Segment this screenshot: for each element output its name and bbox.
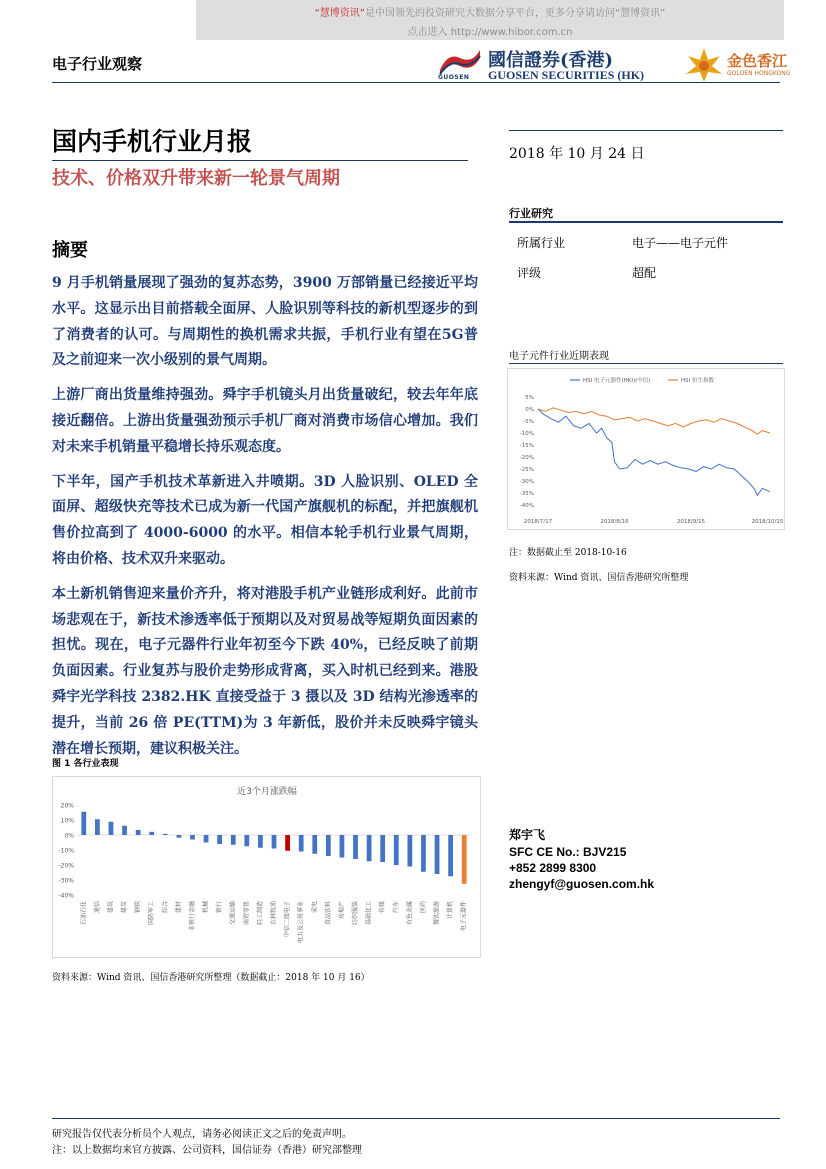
x-tick-label: 机械 [202,901,210,914]
industry-bar-chart [53,777,482,959]
bar [435,835,440,874]
report-date: 2018 年 10 月 24 日 [509,146,645,162]
bar [312,835,317,854]
bar [204,835,209,843]
y-tick-label: -40% [58,892,74,900]
y-tick-label: -35% [519,491,534,497]
footer-note: 注：以上数据均来官方披露、公司资料，国信证券（香港）研究部整理 [52,1145,362,1156]
bar [340,835,345,858]
top-banner[interactable] [196,0,784,40]
x-tick-label: 家电 [311,901,319,914]
x-tick-label: 2018/9/15 [676,519,706,525]
section-tag: 电子行业观察 [52,55,143,73]
golden-logo-en: GOLDEN HONGKONG [727,70,791,77]
bar [190,835,195,840]
y-tick-label: -20% [58,862,74,870]
x-tick-label: 建材 [175,901,183,914]
sector-performance-title: 电子元件行业近期表现 [509,351,609,362]
chart-title: 近3个月涨跌幅 [237,787,297,797]
x-tick-label: 煤炭 [121,901,129,914]
figure1-chart [52,776,481,958]
bar [122,826,127,835]
x-tick-label: 基础化工 [365,901,373,926]
bar [448,835,453,876]
x-tick-label: 电子元器件 [460,901,468,932]
golden-logo-mark [684,46,724,82]
series-line [538,409,770,495]
y-tick-label: -20% [519,455,534,461]
bar [407,835,412,867]
industry-label: 所属行业 [517,236,566,250]
bar [81,812,86,835]
x-tick-label: 银行 [216,901,224,914]
analyst-sfc: SFC CE No.: BJV215 [509,845,627,859]
y-tick-label: 0% [64,832,74,840]
y-tick-label: 5% [525,395,534,401]
bar [231,835,236,845]
y-tick-label: 20% [60,802,74,810]
bar [285,835,290,851]
title-divider [52,160,468,161]
figure1-caption: 图 1 各行业表现 [52,759,119,769]
industry-heading: 行业研究 [509,207,553,220]
x-tick-label: 计算机 [447,901,455,920]
abstract-paragraph: 下半年，国产手机技术革新进入井喷期。3D 人脸识别、OLED 全面屏、超级快充等技术已成为新一代国产旗舰机的标配，并把旗舰机售价拉高到了 4000-6000 的水平。相信本轮手机行业景气周期，将由价格、技术双升来驱动。 [52,473,478,567]
bar [326,835,331,856]
bar [149,832,154,835]
legend-label: HSI 电子元器件(HKI)(中信) [583,378,651,384]
y-tick-label: 0% [525,407,534,413]
sector-chart-source: 资料来源：Wind 资讯、国信香港研究所整理 [509,573,689,583]
y-tick-label: -40% [519,503,534,509]
banner-line1 [196,4,784,19]
y-tick-label: -15% [519,443,534,449]
abstract-body [52,271,478,771]
bar [109,822,114,835]
x-tick-label: 通信 [93,901,101,914]
x-tick-label: 农林牧渔 [270,901,278,926]
guosen-logo-en: GUOSEN SECURITIES (HK) [488,68,645,82]
bar [299,835,304,852]
bar [353,835,358,859]
x-tick-label: 汽车 [392,901,400,914]
x-tick-label: 2018/7/17 [523,519,553,525]
y-tick-label: -30% [58,877,74,885]
rating-value: 超配 [632,266,657,280]
banner-link[interactable]: 点击进入 http://www.hibor.com.cn [407,27,573,38]
x-tick-label: 医药 [419,901,427,914]
y-tick-label: -10% [58,847,74,855]
x-tick-label: 轻工制造 [256,901,264,926]
rating-label: 评级 [517,266,542,280]
footer-disclaimer: 研究报告仅代表分析员个人观点，请务必阅读正文之后的免责声明。 [52,1129,352,1140]
x-tick-label: 有色金属 [406,901,414,926]
x-tick-label: 纺织服装 [352,901,360,926]
y-tick-label: -10% [519,431,534,437]
bar [217,835,222,844]
x-tick-label: 钢铁 [134,901,142,914]
x-tick-label: 石油石化 [80,901,88,926]
analyst-phone: +852 2899 8300 [509,861,597,875]
guosen-logo-mark [438,48,482,76]
guosen-logo-mark-text: GUOSEN [438,74,470,81]
x-tick-label: 商贸零售 [243,901,251,926]
sector-line-chart [508,369,786,531]
figure1-source: 资料来源：Wind 资讯、国信香港研究所整理（数据截止：2018 年 10 月 16） [52,973,370,983]
abstract-heading: 摘要 [52,240,88,261]
bar [95,819,100,835]
x-tick-label: 建筑 [107,901,115,914]
x-tick-label: 房地产 [338,901,346,920]
sector-chart-note: 注：数据截止至 2018-10-16 [509,548,627,558]
industry-divider [509,221,783,223]
sector-performance-divider [509,363,783,364]
report-title: 国内手机行业月报 [52,127,253,156]
industry-value: 电子——电子元件 [632,236,729,250]
bar [367,835,372,861]
abstract-paragraph: 上游厂商出货量维持强劲。舜宇手机镜头月出货量破纪，较去年年底接近翻倍。上游出货量强劲预示手机厂商对消费市场信心增加。我们对未来手机销量平稳增长持乐观态度。 [52,387,478,455]
x-tick-label: 中信二级电子 [284,901,292,938]
footer-divider [52,1118,780,1119]
bar [258,835,263,848]
guosen-logo [438,46,678,82]
y-tick-label: -30% [519,479,534,485]
banner-text: 是中国领先的投资研究大数据分享平台，更多分享请访问“慧博资讯” [365,8,666,19]
x-tick-label: 食品饮料 [324,901,332,926]
bar [177,835,182,838]
x-tick-label: 电力及公用事业 [297,901,305,944]
report-subtitle: 技术、价格双升带来新一轮景气周期 [52,168,340,189]
banner-highlight: “慧博资讯” [314,8,365,19]
bar [272,835,277,849]
golden-hongkong-logo [684,46,796,82]
y-tick-label: -25% [519,467,534,473]
x-tick-label: 综合 [161,901,169,914]
abstract-paragraph: 本土新机销售迎来量价齐升，将对港股手机产业链形成利好。此前市场悲观在于，新技术渗透率低于预期以及对贸易战等短期负面因素的担忧。现在，电子元器件行业年初至今下跌 40%，已经反映了前期负面因素。行业复苏与股价走势形成背离，买入时机已经到来。港股舜宇光学科技 2382.HK 直接受益于 3 摄以及 3D 结构光渗透率的提升，当前 26 倍 PE(TTM)为 3 年新低，股价并未反映舜宇镜头潜在增长预期，建议积极关注。 [52,585,478,757]
analyst-name: 郑宇飞 [509,828,546,842]
x-tick-label: 交通运输 [229,901,237,926]
bar [163,834,168,835]
guosen-logo-cn: 國信證券(香港) [488,50,614,71]
x-tick-label: 传媒 [379,901,387,914]
y-tick-label: -5% [523,419,534,425]
bar [462,835,467,884]
date-divider [509,130,783,131]
golden-logo-cn: 金色香江 [727,52,788,70]
bar [136,830,141,835]
legend-label: HSI 恒生指数 [681,378,714,384]
abstract-paragraph: 9 月手机销量展现了强劲的复苏态势，3900 万部销量已经接近平均水平。这显示出目前搭载全面屏、人脸识别等科技的新机型逐步的到了消费者的认可。与周期性的换机需求共振，手机行业有望在5G普及之前迎来一次小级别的景气周期。 [52,275,478,369]
bar [244,835,249,846]
bar [394,835,399,865]
x-tick-label: 2018/8/16 [600,519,629,525]
analyst-email[interactable]: zhengyf@guosen.com.hk [509,877,655,891]
sector-performance-chart [507,368,785,530]
bar [421,835,426,872]
bar [380,835,385,862]
x-tick-label: 非银行金融 [188,901,196,932]
x-tick-label: 国防军工 [148,901,156,926]
series-line [538,408,770,434]
y-tick-label: 10% [60,817,74,825]
header-divider [52,82,780,83]
x-tick-label: 餐饮旅游 [433,901,441,926]
x-tick-label: 2018/10/15 [751,519,784,525]
